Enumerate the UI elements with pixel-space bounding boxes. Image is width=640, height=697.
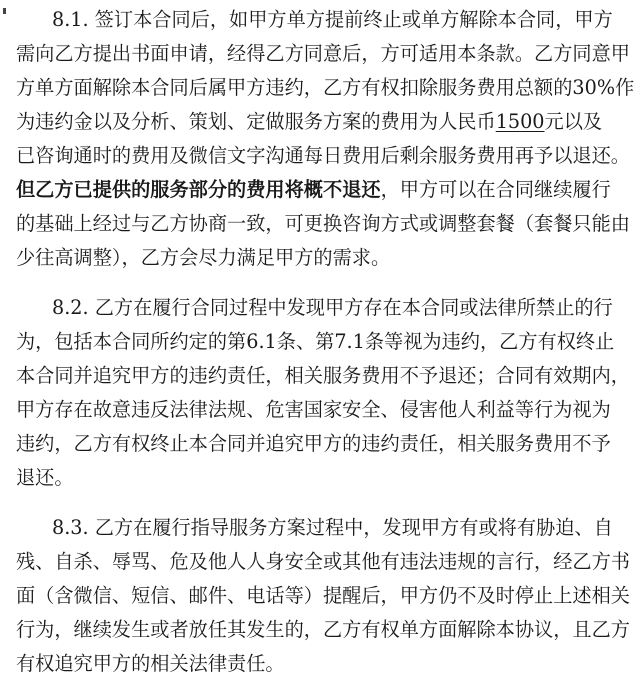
scan-mark — [3, 8, 6, 14]
paragraph-8-1-line — [16, 246, 390, 270]
text-run: 行为，继续发生或者放任其发生的，乙方有权单方面解除本协议，且乙方 — [16, 618, 630, 641]
paragraph-8-2-line — [16, 330, 614, 354]
text-run: 方单方面解除本合同后属甲方违约，乙方有权扣除服务费用总额的30%作 — [16, 76, 635, 99]
text-run: 退还。 — [16, 466, 74, 489]
text-run: 8.3. 乙方在履行指导服务方案过程中，发现甲方有或将有胁迫、自 — [52, 516, 613, 539]
paragraph-8-1-line — [16, 212, 630, 236]
text-run: 为，包括本合同所约定的第6.1条、第7.1条等视为违约，乙方有权终止 — [16, 330, 615, 353]
text-run: 甲方存在故意违反法律法规、危害国家安全、侵害他人利益等行为视为 — [16, 398, 611, 421]
paragraph-8-1-line — [52, 8, 613, 32]
text-run: 残、自杀、辱骂、危及他人人身安全或其他有违法违规的言行，经乙方书 — [16, 550, 630, 573]
text-run: 需向乙方提出书面申请，经得乙方同意后，方可适用本条款。乙方同意甲 — [16, 42, 630, 65]
paragraph-8-2-line — [52, 296, 613, 320]
paragraph-8-3-line — [16, 618, 630, 642]
paragraph-8-2-line — [16, 398, 611, 422]
text-run: 有权追究甲方的相关法律责任。 — [16, 652, 285, 675]
text-run: 少往高调整），乙方会尽力满足甲方的需求。 — [16, 246, 391, 269]
text-run: 为违约金以及分析、策划、定做服务方案的费用为人民币 — [16, 110, 496, 133]
paragraph-8-2-line — [16, 364, 630, 388]
paragraph-8-3-line — [16, 584, 630, 608]
text-run: 违约，乙方有权终止本合同并追究甲方的违约责任，相关服务费用不予 — [16, 432, 611, 455]
fee-amount: 1500 — [495, 110, 545, 133]
text-run: ，甲方可以在合同继续履行 — [380, 178, 611, 201]
text-run: 已咨询通时的费用及微信文字沟通每日费用后剩余服务费用再予以退还。 — [16, 144, 630, 167]
paragraph-8-3-line — [52, 516, 613, 540]
paragraph-8-3-line — [16, 652, 285, 676]
text-run: 的基础上经过与乙方协商一致，可更换咨询方式或调整套餐（套餐只能由 — [16, 212, 630, 235]
text-run: 本合同并追究甲方的违约责任，相关服务费用不予退还；合同有效期内， — [16, 364, 630, 387]
paragraph-8-3-line — [16, 550, 630, 574]
text-run: 8.1. 签订本合同后，如甲方单方提前终止或单方解除本合同，甲方 — [52, 8, 613, 31]
paragraph-8-1-line — [16, 144, 630, 168]
bold-clause: 但乙方已提供的服务部分的费用将概不退还 — [16, 178, 381, 201]
text-run: 元以及 — [544, 110, 603, 133]
paragraph-8-2-line — [16, 432, 611, 456]
paragraph-8-2-line — [16, 466, 74, 490]
text-run: 8.2. 乙方在履行合同过程中发现甲方存在本合同或法律所禁止的行 — [52, 296, 613, 319]
paragraph-8-1-line — [16, 110, 602, 134]
paragraph-8-1-line — [16, 42, 630, 66]
paragraph-8-1-line — [16, 76, 634, 100]
text-run: 面（含微信、短信、邮件、电话等）提醒后，甲方仍不及时停止上述相关 — [16, 584, 630, 607]
paragraph-8-1-line — [16, 178, 611, 202]
